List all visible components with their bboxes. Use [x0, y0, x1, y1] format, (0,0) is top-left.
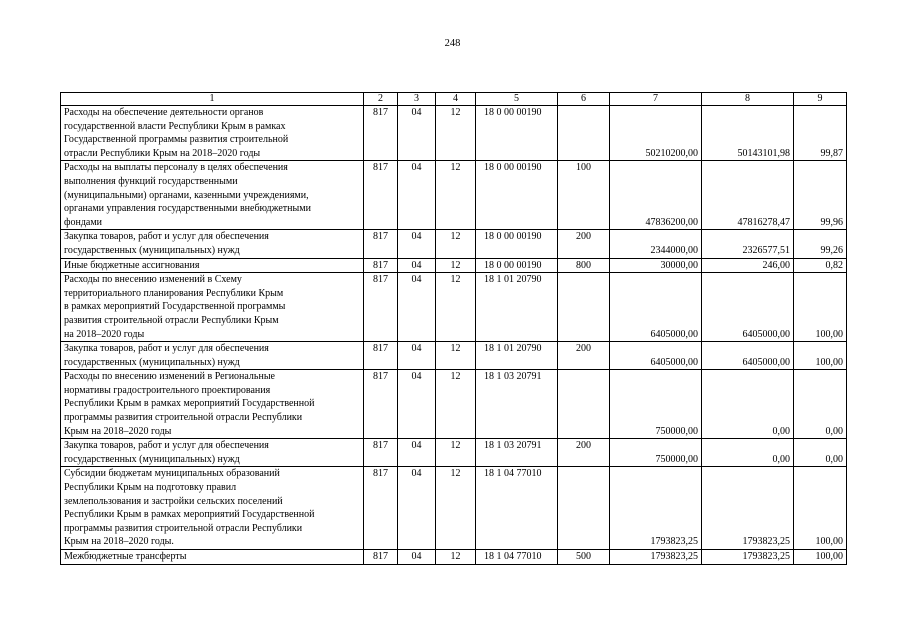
expense-type-cell: [558, 273, 610, 342]
table-row: [61, 161, 847, 230]
expense-name-line: государственных (муниципальных) нужд: [64, 453, 240, 465]
section-code-cell: 04: [398, 467, 436, 550]
expense-name-line: Закупка товаров, работ и услуг для обеспечения: [64, 231, 269, 243]
planned-amount-cell: 1793823,25: [610, 550, 702, 565]
target-article-cell: 18 1 01 20790: [476, 273, 558, 342]
expense-name-line: Республики Крым в рамках мероприятий Государственной: [64, 398, 315, 410]
expense-type-cell: 500: [558, 550, 610, 565]
expense-name-cell: [61, 258, 364, 273]
expense-name-line: в рамках мероприятий Государственной программы: [64, 301, 286, 313]
expense-name-line: Расходы на выплаты персоналу в целях обеспечения: [64, 162, 288, 174]
header-cell: 4: [436, 93, 476, 106]
expense-name-cell: [61, 467, 364, 550]
execution-percent-cell: 100,00: [794, 342, 847, 370]
executed-amount-cell: 0,00: [702, 370, 794, 439]
target-article-cell: 18 0 00 00190: [476, 106, 558, 161]
planned-amount-cell: 50210200,00: [610, 106, 702, 161]
expense-name-line: развития строительной отрасли Республики Крым: [64, 314, 279, 326]
ministry-code-cell: 817: [364, 467, 398, 550]
ministry-code-cell: 817: [364, 258, 398, 273]
table-body: [61, 106, 847, 565]
header-cell: 9: [794, 93, 847, 106]
planned-amount-cell: 47836200,00: [610, 161, 702, 230]
executed-amount-cell: 6405000,00: [702, 273, 794, 342]
expense-name-line: Закупка товаров, работ и услуг для обеспечения: [64, 440, 269, 452]
expense-name-line: Расходы по внесению изменений в Региональные: [64, 371, 275, 383]
section-code-cell: 04: [398, 230, 436, 258]
budget-table: [60, 92, 847, 565]
ministry-code-cell: 817: [364, 439, 398, 467]
expense-name-line: Расходы на обеспечение деятельности органов: [64, 107, 264, 118]
expense-name-line: Государственной программы развития строительной: [64, 134, 289, 146]
executed-amount-cell: 1793823,25: [702, 550, 794, 565]
ministry-code-cell: 817: [364, 106, 398, 161]
execution-percent-cell: 100,00: [794, 550, 847, 565]
expense-type-cell: [558, 106, 610, 161]
planned-amount-cell: 6405000,00: [610, 273, 702, 342]
expense-name-line: территориального планирования Республики Крым: [64, 287, 284, 299]
ministry-code-cell: 817: [364, 161, 398, 230]
expense-name-line: на 2018–2020 годы: [64, 328, 145, 340]
header-cell: 6: [558, 93, 610, 106]
expense-name-line: выполнения функций государственными: [64, 175, 238, 187]
expense-type-cell: 200: [558, 439, 610, 467]
section-code-cell: 04: [398, 370, 436, 439]
header-cell: 2: [364, 93, 398, 106]
section-code-cell: 04: [398, 342, 436, 370]
execution-percent-cell: 100,00: [794, 467, 847, 550]
target-article-cell: 18 1 04 77010: [476, 467, 558, 550]
subsection-code-cell: 12: [436, 370, 476, 439]
expense-name-line: органами управления государственными внебюджетными: [64, 203, 311, 215]
expense-name-cell: [61, 106, 364, 161]
expense-name-cell: [61, 439, 364, 467]
expense-name-cell: [61, 550, 364, 565]
expense-name-line: Республики Крым в рамках мероприятий Государственной: [64, 509, 315, 521]
table-row: [61, 230, 847, 258]
table-row: [61, 273, 847, 342]
execution-percent-cell: 0,82: [794, 258, 847, 273]
expense-type-cell: [558, 467, 610, 550]
expense-name-cell: [61, 230, 364, 258]
expense-name-line: Закупка товаров, работ и услуг для обеспечения: [64, 343, 269, 355]
expense-name-line: государственных (муниципальных) нужд: [64, 356, 240, 368]
planned-amount-cell: 750000,00: [610, 439, 702, 467]
subsection-code-cell: 12: [436, 439, 476, 467]
target-article-cell: 18 1 04 77010: [476, 550, 558, 565]
planned-amount-cell: 1793823,25: [610, 467, 702, 550]
expense-name-cell: [61, 370, 364, 439]
expense-name-cell: [61, 161, 364, 230]
planned-amount-cell: 2344000,00: [610, 230, 702, 258]
table-row: [61, 258, 847, 273]
target-article-cell: 18 1 01 20790: [476, 342, 558, 370]
expense-name-cell: [61, 342, 364, 370]
expense-type-cell: 100: [558, 161, 610, 230]
execution-percent-cell: 0,00: [794, 370, 847, 439]
section-code-cell: 04: [398, 161, 436, 230]
table-row: [61, 342, 847, 370]
section-code-cell: 04: [398, 273, 436, 342]
subsection-code-cell: 12: [436, 342, 476, 370]
section-code-cell: 04: [398, 106, 436, 161]
planned-amount-cell: 750000,00: [610, 370, 702, 439]
executed-amount-cell: 47816278,47: [702, 161, 794, 230]
expense-name-line: Крым на 2018–2020 годы: [64, 425, 172, 437]
executed-amount-cell: 0,00: [702, 439, 794, 467]
expense-type-cell: 200: [558, 230, 610, 258]
expense-name-line: государственных (муниципальных) нужд: [64, 244, 240, 256]
subsection-code-cell: 12: [436, 258, 476, 273]
table-row: [61, 106, 847, 161]
section-code-cell: 04: [398, 439, 436, 467]
header-row: [61, 93, 847, 106]
subsection-code-cell: 12: [436, 106, 476, 161]
execution-percent-cell: 99,87: [794, 106, 847, 161]
table-row: [61, 467, 847, 550]
expense-name-line: нормативы градостроительного проектирования: [64, 384, 271, 396]
expense-type-cell: 200: [558, 342, 610, 370]
ministry-code-cell: 817: [364, 370, 398, 439]
subsection-code-cell: 12: [436, 230, 476, 258]
expense-name-line: Крым на 2018–2020 годы.: [64, 536, 174, 548]
expense-name-line: Иные бюджетные ассигнования: [64, 259, 200, 271]
expense-name-line: фондами: [64, 216, 103, 228]
header-cell: 7: [610, 93, 702, 106]
expense-name-line: Республики Крым на подготовку правил: [64, 482, 237, 494]
execution-percent-cell: 99,96: [794, 161, 847, 230]
expense-name-line: (муниципальными) органами, казенными учреждениями,: [64, 189, 309, 201]
expense-type-cell: [558, 370, 610, 439]
table-row: [61, 370, 847, 439]
header-cell: 5: [476, 93, 558, 106]
expense-name-line: отрасли Республики Крым на 2018–2020 годы: [64, 147, 261, 159]
target-article-cell: 18 1 03 20791: [476, 370, 558, 439]
target-article-cell: 18 0 00 00190: [476, 258, 558, 273]
page-number: 248: [444, 38, 461, 49]
expense-type-cell: 800: [558, 258, 610, 273]
section-code-cell: 04: [398, 258, 436, 273]
target-article-cell: 18 0 00 00190: [476, 230, 558, 258]
expense-name-line: программы развития строительной отрасли Республики: [64, 522, 303, 534]
target-article-cell: 18 0 00 00190: [476, 161, 558, 230]
header-cell: 3: [398, 93, 436, 106]
ministry-code-cell: 817: [364, 230, 398, 258]
executed-amount-cell: 246,00: [702, 258, 794, 273]
executed-amount-cell: 50143101,98: [702, 106, 794, 161]
subsection-code-cell: 12: [436, 467, 476, 550]
table-row: [61, 550, 847, 565]
expense-name-line: землепользования и застройки сельских поселений: [64, 495, 283, 507]
executed-amount-cell: 2326577,51: [702, 230, 794, 258]
table-row: [61, 439, 847, 467]
planned-amount-cell: 30000,00: [610, 258, 702, 273]
ministry-code-cell: 817: [364, 550, 398, 565]
subsection-code-cell: 12: [436, 550, 476, 565]
ministry-code-cell: 817: [364, 342, 398, 370]
executed-amount-cell: 1793823,25: [702, 467, 794, 550]
header-cell: 8: [702, 93, 794, 106]
target-article-cell: 18 1 03 20791: [476, 439, 558, 467]
subsection-code-cell: 12: [436, 273, 476, 342]
execution-percent-cell: 0,00: [794, 439, 847, 467]
section-code-cell: 04: [398, 550, 436, 565]
planned-amount-cell: 6405000,00: [610, 342, 702, 370]
expense-name-line: государственной власти Республики Крым в рамках: [64, 120, 286, 132]
execution-percent-cell: 100,00: [794, 273, 847, 342]
expense-name-cell: [61, 273, 364, 342]
expense-name-line: программы развития строительной отрасли Республики: [64, 412, 303, 424]
execution-percent-cell: 99,26: [794, 230, 847, 258]
subsection-code-cell: 12: [436, 161, 476, 230]
header-cell: 1: [61, 93, 364, 106]
expense-name-line: Межбюджетные трансферты: [64, 551, 187, 562]
ministry-code-cell: 817: [364, 273, 398, 342]
executed-amount-cell: 6405000,00: [702, 342, 794, 370]
expense-name-line: Расходы по внесению изменений в Схему: [64, 274, 242, 286]
expense-name-line: Субсидии бюджетам муниципальных образований: [64, 468, 280, 480]
